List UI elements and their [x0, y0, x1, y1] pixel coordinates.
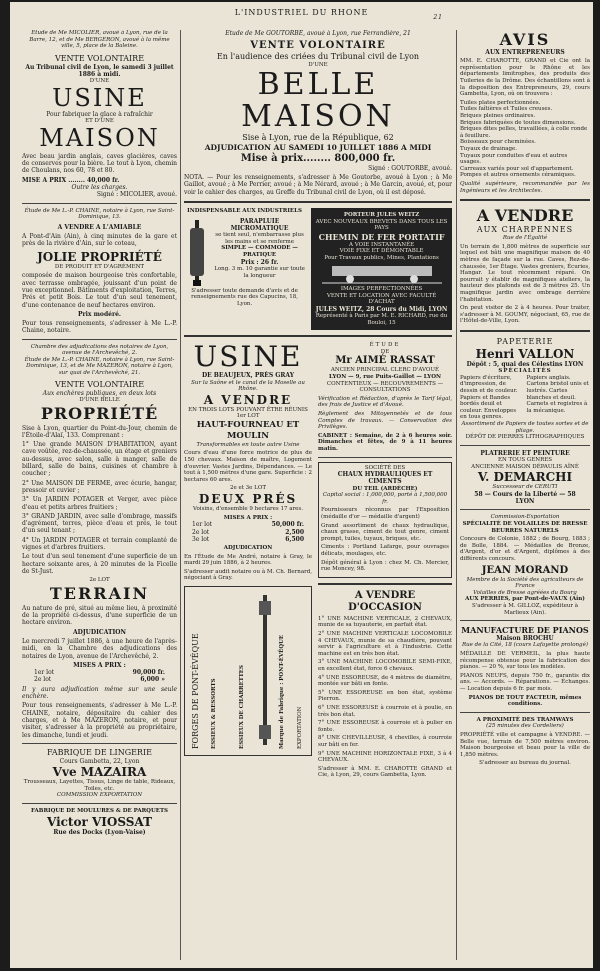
ad-text: Sise à Lyon, quartier du Point-du-Jour, chemin de l'Étoile-d'Alaï, 133. Comprenant : [22, 424, 177, 439]
list-item: 7° UNE ESSOREUSE à courroie et à pulier en fonte. [318, 720, 452, 733]
ad-heading: A PROXIMITÉ DES TRAMWAYS [476, 716, 574, 723]
list-item: 1° UNE MACHINE VERTICALE, 2 CHEVAUX, munie de sa tuyauterie, en parfait état. [318, 615, 452, 629]
ad-heading: VENTE VOLONTAIRE [54, 53, 145, 63]
lot-row [184, 521, 312, 528]
ad-pont-eveque [184, 586, 312, 756]
separator [460, 509, 590, 510]
column-rule [456, 30, 457, 960]
ad-big-title: JOLIE PROPRIÉTÉ [37, 249, 162, 264]
ad-connector: D'UNE [89, 78, 110, 85]
ad-demarchi [460, 450, 590, 506]
separator [184, 335, 452, 337]
ad-big-title: BELLE MAISON [241, 66, 395, 134]
ad-text: Cours d'eau d'une force motrice de plus de 150 chevaux. Maison de maître, Logement d'ouvrier. Vastes Jardins, Dépendances. — Le tout à 1,500 mètres d'une gare. Superficie : 2 hectares 60 ares. [184, 450, 312, 483]
ad-pianos [460, 625, 590, 708]
ad-text: Représenté à Paris par M. E. RICHARD, rue du Bouloi, 15 [315, 313, 448, 326]
separator [22, 339, 177, 340]
ad-tramways [460, 717, 590, 767]
ad-text: Transformables en toute autre Usine [196, 441, 300, 448]
ad-text: Le tout d'un seul tenement d'une superficie de un hectare soixante ares, à 20 minutes de la Ficelle de St-Just. [22, 553, 177, 575]
ad-text: IMAGES PERFECTIONNÉES [340, 285, 423, 292]
ad-heading: MISES A PRIX : [223, 514, 273, 521]
ad-heading: FABRIQUE DE MOULURES & DE PARQUETS [30, 807, 169, 814]
ad-address: Rue de la Cité, 18 (cours Lafayette prolongé) [462, 642, 588, 649]
ad-note: COMMISSION EXPORTATION [56, 792, 143, 799]
ad-address: Cours Gambetta, 22, Lyon [59, 757, 140, 765]
list-item: 9° UNE MACHINE HORIZONTALE FIXE, 3 à 4 CHEVAUX. [318, 750, 452, 764]
ad-subheading: AUX ENTREPRENEURS [485, 49, 565, 56]
ad-contact: S'adresser à MM. E. CHAROTTE GRAND et Cie, à Lyon, 29, cours Gambetta, Lyon. [318, 765, 452, 779]
list-item: 1° Une grande MAISON D'HABITATION, ayant cave voûtée, rez-de-chaussée, un étage et greniers au-dessus, avec salon, salle à manger, salle de billard, salle de bains, cuisines et chambre à coucher ; [22, 441, 177, 478]
ad-heading: MISES A PRIX : [73, 661, 126, 669]
notary-line: Étude de Me L.-P. CHAINE, notaire à Lyon, rue Saint-Dominique, 13, et de Me MAZERON, notaire à Lyon, sur quai de l'Archevêché, 21. [24, 356, 175, 377]
ad-address: 58 — Cours de la Liberté — 58 [474, 490, 576, 498]
list-item: Briques dites pelles, travaillées, à colle ronde à feuillure. [460, 126, 588, 139]
ad-contact: Pour tous renseignements, s'adresser à Me L.-P. CHAINE, notaire, dépositaire du cahier des charges, et à Me MAZERON, notaire, et pour visiter, s'adresser à la propriété au propriétaire, les dimanche, lundi et jeudi. [22, 702, 177, 739]
ad-text: MÉDAILLE DE VERMEIL, la plus haute récompense obtenue pour la fabrication des pianos. — 20 %, sur tous les modèles. [460, 651, 590, 671]
ad-big-title: Victor VIOSSAT [46, 814, 153, 829]
separator [22, 803, 177, 804]
ad-text: Sur la Saône et le canal de la Moselle au Rhône. [191, 379, 305, 393]
ad-usine-beaujeux [184, 342, 312, 582]
ad-papeterie [460, 337, 590, 441]
ad-text: Volailles de Bresse agréées du Bourg [473, 589, 577, 596]
ad-heading: A VENDRE A L'AMIABLE [57, 223, 142, 231]
ad-heading: PLATRERIE ET PEINTURE [480, 449, 570, 457]
list-item: 6° UNE ESSOREUSE à courroie et à poulie, en très bon état. [318, 704, 452, 718]
ad-note: Qualité supérieure, recommandée par les Ingénieurs et les Architectes. [460, 180, 590, 194]
ad-text: composée de maison bourgeoise très confortable, avec terrasse ombragée, jouissant d'un point de vue exceptionnel. Bâtiments d'exploitation, Terres, Prés et petit Bois. Le tout d'un seul tenement, d'une contenance de neuf hectares environ. [22, 272, 177, 309]
ad-heading: ADJUDICATION [72, 628, 127, 636]
ad-heading: A VENDRE D'OCCASION [348, 589, 422, 613]
list-item: Pompes et autres ornements céramiques. [460, 172, 576, 179]
ad-price: MISE A PRIX ........ 40,000 fr. [22, 176, 120, 184]
notary-line: Étude de Me MICOLIER, avoué à Lyon, rue de la Barre, 12, et de Me BERGERON, avoué à la même ville, 5, place de la Baleine. [29, 30, 170, 50]
lot-row [22, 669, 177, 676]
ad-subheading: BEURRES NATURELS [491, 527, 559, 534]
ad-connector: DE [380, 348, 390, 355]
ad-heading: MANUFACTURE DE PIANOS [461, 625, 589, 636]
separator [460, 445, 590, 446]
ad-text: Grand assortiment de chaux hydraulique, chaux grasse, ciment de tout genre, ciment prompt, tuiles, tuyaux, briques, etc. [321, 522, 449, 542]
list-item: 8° UNE CHEVILLEUSE, 4 chevilles, à courroie sur bâti en fer. [318, 735, 452, 748]
ad-big-title: Henri VALLON [475, 346, 575, 361]
ad-address: AUX PERRIES, par Pont-de-VAUX (Ain) [465, 596, 585, 603]
ad-moulures [22, 808, 177, 836]
ad-signature: Signé : MICOLIER, avoué. [96, 191, 177, 199]
lot-price: 6,000 » [140, 676, 165, 684]
column-left [22, 30, 177, 960]
ad-text: Ciments : Portland Lafarge, pour ouvrages délicats, moulages, etc. [321, 544, 449, 558]
ad-avis [460, 30, 590, 194]
ad-subheading: ANCIEN PRINCIPAL CLERC D'AVOUÉ [330, 367, 440, 374]
ad-subheading: DE BEAUJEUX, PRÈS GRAY [201, 372, 295, 380]
list-item: 2° Une MAISON DE FERME, avec écurie, hangar, pressoir et cuvier ; [22, 479, 177, 494]
ad-heading: ESSIEUX DE CHARRETTES [239, 665, 245, 750]
umbrella-icon [184, 218, 210, 288]
column-right [460, 30, 590, 960]
ad-subheading: En l'audience des criées du Tribunal civil de Lyon [216, 52, 420, 62]
column-middle [184, 30, 452, 960]
ad-body [184, 218, 305, 288]
ad-text: Successeur de CERUTI [492, 484, 558, 491]
lot-label: 2e LOT [89, 577, 110, 584]
ad-text: Un terrain de 1,800 mètres de superficie sur lequel est bâti une magnifique maison de 40 mètres de façade sur la rue. Caves, Rez-de-chaussée, 1er Étage. Vastes greniers, Écuries, Hangar. Le tout récemment réparé. On pourrait y établir de magnifiques ateliers, la hauteur des plafonds est de 3 mètres 25. Un magnifique jardin avec ombrage derrière l'habitation. [460, 243, 590, 303]
ad-contact: S'adresser audit notaire ou à M. Ch. Bernard, négociant à Gray. [184, 568, 312, 582]
page-header [10, 2, 593, 24]
ad-text: Vérification et Rédaction, d'après le Tarif légal, des frais de Justice et d'Avoué. [318, 395, 452, 409]
list-item: Carreaux variés pour sol d'appartement. [460, 165, 574, 172]
ad-connector: ET D'UNE [85, 118, 114, 125]
ad-signature: Signé : GOUTORBE, avoué. [368, 164, 452, 172]
list-item: Tuiles faîtières et Tuiles creuses. [460, 106, 553, 113]
ad-note: NOTA. — Pour les renseignements, s'adresser à Me Goutorbe, avoué à Lyon ; à Me Gaillot, avoué ; à Me Perrier, avoué ; à Me Nérard, avoué ; à Me Garcin, avoué, et, pour voir le cahier des charges, au Greffe du Tribunal civil de Lyon, où il est déposé. [184, 174, 452, 196]
ads-row [184, 342, 452, 781]
list-item: 2° UNE MACHINE VERTICALE LOCOMOBILE 4 CHEVAUX, munie de sa chaudière, pouvant servir à l'agriculture et à l'industrie. Cette machine est en très bon état. [318, 631, 452, 657]
ad-text: Trousseaux, Layettes, Tissus, Linge de table, Rideaux, Toiles, etc. [23, 779, 176, 792]
ad-connector: D'UNE BELLE [79, 396, 120, 403]
ad-address: LYON [515, 498, 535, 506]
separator [318, 583, 452, 585]
notary-line: Étude de Me GOUTORBE, avoué à Lyon, rue Ferrandière, 21 [225, 30, 411, 37]
separator [460, 330, 590, 332]
ad-chaux [318, 462, 452, 578]
ad-text: Avec beau jardin anglais, caves glacières, caves de conserves pour la bière. Le tout à Lyon, chemin de Choulans, nos 60, 78 et 80. [22, 152, 177, 175]
ad-text: Le mercredi 7 juillet 1886, à une heure de l'après-midi, en la Chambre des adjudications des notaires de Lyon, avenue de l'Archevêché, 2. [22, 637, 177, 660]
ad-note: PIANOS DE TOUT FACTEUR, mêmes conditions. [468, 694, 582, 708]
ad-text: VENTE ET LOCATION AVEC FACULTÉ D'ACHAT [326, 292, 437, 306]
list-item: Briques pleines ordinaires. [460, 113, 536, 120]
ad-text: Au nature de pré, situé au même lieu, à proximité de la propriété ci-dessus, d'une superficie de un hectare environ. [22, 604, 177, 627]
ad-big-title: A VENDRE [476, 206, 574, 226]
list-item: 3° Un JARDIN POTAGER et Verger, avec pièce d'eau et petits arbres fruitiers ; [22, 496, 177, 511]
ad-text: Concours de Colonie, 1882 ; de Bourg, 1883 ; de Bolle, 1884. — Médailles de Bronze, d'Argent, d'or et d'Argent, diplômes à des différents concours. [460, 536, 590, 562]
lot-row [184, 536, 312, 543]
ad-text: Papiers anglais. Cartons bristol unis et lustrés. Cartes blanches et deuil. Carnets et registres à la mécanique. [526, 374, 589, 414]
ad-lingerie [22, 748, 177, 799]
column-rule [180, 30, 181, 960]
ads-row [184, 208, 452, 330]
ad-heading: FABRIQUE DE LINGERIE [47, 747, 152, 757]
ad-heading: ESSIEUX & RESSORTS [211, 678, 217, 750]
ad-subheading: Au Tribunal civil de Lyon, le samedi 3 juillet 1886 à midi. [25, 63, 174, 79]
ad-subheading: SPÉCIALITÉS [498, 368, 552, 375]
separator [22, 743, 177, 744]
list-item: 5° UNE ESSOREUSE en bon état, système Pierron. [318, 689, 452, 703]
lot-row [22, 676, 177, 683]
lot-label: 2e et 3e LOT [229, 485, 267, 492]
ad-text: SIMPLE — COMMODE — PRATIQUE [221, 245, 298, 259]
lot-price: 6,500 [285, 535, 304, 543]
ad-belle-maison [184, 30, 452, 196]
ad-heading: A VENDRE [203, 392, 293, 407]
notary-line: Chambre des adjudications des notaires de Lyon, avenue de l'Archevêché, 2. [30, 343, 169, 357]
ad-address: Rue de l'Égalité [502, 235, 548, 242]
ad-big-title: CHEMIN DE FER PORTATIF [318, 231, 445, 242]
ad-occasion [318, 590, 452, 779]
ad-big-title: CHAUX HYDRAULIQUES ET CIMENTS [337, 471, 433, 486]
ad-price: Prix modéré. [77, 310, 122, 318]
ad-address: S'adresser toute demande d'avis et de renseignements rue des Capucins, 18, Lyon. [191, 287, 299, 307]
ad-text: Voisins, d'ensemble 9 hectares 17 ares. [193, 506, 303, 513]
ad-subheading: Aux enchères publiques, en deux lots [42, 389, 157, 397]
ad-big-title: AVIS [499, 30, 551, 49]
ad-big-title: Maison BROCHU [496, 635, 554, 643]
ad-address: Sise à Lyon, rue de la République, 62 [242, 132, 394, 142]
ad-address: DU TEIL (ARDÈCHE) [352, 485, 418, 492]
lot-price: 50,000 fr. [271, 521, 304, 529]
list-item: 3° GRAND JARDIN, avec salle d'ombrage, massifs d'agrément, terres, pièce d'eau et prés, le tout d'un seul tenant ; [22, 512, 177, 535]
ad-subheading: EN TOUS GENRES [497, 457, 553, 464]
ad-contact: On peut visiter de 2 à 4 heures. Pour traiter, s'adresser à M. GOUMY, négociant, 65, rue de l'Hôtel-de-Ville, Lyon. [460, 305, 590, 325]
ad-text: Règlement des Mitoyennetés et de tous Comptes de travaux. — Conservation des Privilèges. [318, 410, 452, 431]
ad-note: Outre les charges. [71, 184, 128, 192]
newspaper-page [10, 2, 593, 968]
ad-jolie-propriete [22, 208, 177, 335]
list-item: Briques fabriquées de toutes dimensions. [460, 119, 576, 126]
list-item: Tuyaux pour conduites d'eau et autres usages. [460, 152, 568, 166]
ad-text: EN TROIS LOTS POUVANT ÊTRE RÉUNIS [188, 406, 308, 413]
ad-text: Membre de la Société des agriculteurs de France [466, 576, 584, 590]
separator [460, 712, 590, 713]
ad-big-title: FORGES DE PONT-ÉVÊQUE [191, 633, 200, 750]
list-item: 4° UNE ESSOREUSE, de 4 mètres de diamètre, montée sur bâti en fonte. [318, 674, 452, 688]
ad-heading: VENTE VOLONTAIRE [54, 379, 145, 389]
ad-contact: S'adresser à M. GILLOZ, expéditeur à Marlieux (Ain). [471, 602, 579, 616]
ad-text: PIANOS NEUFS, depuis 750 fr., garantis dix ans. — Accords. — Réparations. — Échanges. — Location depuis 6 fr. par mois. [460, 672, 590, 692]
lot-name: 1er lot [34, 669, 55, 677]
ad-heading: SPÉCIALITÉ DE VOLAILLES DE BRESSE [462, 520, 588, 527]
list-item: 3° UNE MACHINE LOCOMOBILE SEMI-FIXE, en excellent état, force 6 chevaux. [318, 659, 452, 672]
axle-icon [255, 595, 275, 745]
ad-big-title: JEAN MORAND [481, 564, 569, 576]
ad-text: Pour Travaux publics, Mines, Plantations [324, 255, 439, 262]
ad-big-title: PARAPLUIE MICROMATIQUE [230, 217, 289, 232]
lot-name: 1er lot [192, 521, 213, 529]
separator [460, 620, 590, 621]
ad-charpennes [460, 206, 590, 325]
ad-usine-maison [22, 30, 177, 199]
lot-price: 2,500 [285, 528, 304, 536]
ad-big-title: Vve MAZAIRA [52, 765, 147, 780]
ad-subheading: AUX CHARPENNES [476, 225, 574, 235]
ad-heading: HAUT-FOURNEAU ET MOULIN [196, 419, 300, 441]
ad-heading: ADJUDICATION [223, 545, 273, 552]
ad-text: A VOIE INSTANTANÉE [349, 241, 415, 248]
page-number: 21 [433, 14, 443, 21]
ad-volailles [460, 514, 590, 616]
ad-text: ANCIENNE MAISON DÉPAULIS AÎNÉ [471, 463, 579, 470]
ad-note: DÉPÔT DE PIERRES LITHOGRAPHIQUES [465, 434, 585, 441]
lot-label: 1er LOT [236, 413, 260, 420]
newspaper-title: L'INDUSTRIEL DU RHONE [234, 8, 369, 17]
notary-line: Étude de Me L.-P. CHAINE, notaire à Lyon, rue Saint-Dominique, 13. [24, 207, 175, 221]
ad-big-title: MAISON [39, 123, 160, 152]
ad-text: A Pont-d'Ain (Ain), à cinq minutes de la gare et près de la rivière d'Ain, sur le coteau, [22, 233, 177, 248]
ad-text: PROPRIÉTÉ ville et campagne à VENDRE. — Belle vue, terrain de 7,500 mètres environ. Maison bourgeoise et beau pour la ville de 1,850 mètres. [460, 731, 590, 758]
lot-name: 3e lot [192, 535, 210, 543]
ad-contact: Pour tous renseignements, s'adresser à Me L.-P. Chaine, notaire. [22, 320, 177, 335]
ad-text: En l'Étude de Me André, notaire à Gray, le mardi 29 juin 1886, à 2 heures. [184, 553, 312, 567]
separator [460, 199, 590, 201]
lot-name: 2e lot [34, 676, 52, 684]
ad-right-stack [318, 342, 452, 781]
lot-row [184, 529, 312, 536]
ad-big-title: DEUX PRÉS [198, 492, 298, 507]
lot-price: 90,000 fr. [132, 669, 165, 677]
ad-trademark: Marque de Fabrique : PONT-ÉVÊQUE [279, 634, 285, 750]
ad-address: Dépôt : 5, quai des Célestins LYON [466, 360, 584, 368]
ad-date: ADJUDICATION AU SAMEDI 10 JUILLET 1886 A MIDI [204, 142, 432, 152]
ad-heading: PORTEUR JULES WEITZ [343, 212, 420, 219]
ad-address: Rue des Docks (Lyon-Vaise) [53, 828, 146, 836]
ad-big-title: V. DEMARCHI [477, 470, 573, 485]
ad-address: JULES WEITZ, 28 Cours du Midi, LYON [315, 305, 448, 313]
ad-contact: S'adresser au bureau du journal. [479, 760, 571, 767]
ad-big-title: USINE [193, 340, 303, 374]
list-item: Tuiles plates perfectionnées. [460, 99, 541, 106]
separator [184, 201, 452, 203]
ad-price: Mise à prix........ 800,000 fr. [240, 152, 396, 164]
ad-subheading: (25 minutes des Cordeliers) [486, 723, 564, 730]
ad-big-title: PROPRIÉTÉ [40, 403, 159, 423]
ad-label: SOCIÉTÉ DES [364, 464, 406, 471]
ad-heading: PAPETERIE [496, 336, 554, 346]
ad-text: se tient seul, n'embarrasse plus les mains et se renferme [215, 232, 304, 245]
ad-text: Capital social : 1,000,000, porté à 1,500,000 fr. [322, 492, 448, 505]
ad-text: Fournisseurs réconnus par l'Exposition (médaille d'or — médaille d'argent) [321, 507, 449, 521]
ad-text: Long. 3 m. 10 garantie sur toute la longueur [214, 265, 305, 279]
ad-price: Prix : 26 fr. [240, 258, 279, 266]
ad-heading: VENTE VOLONTAIRE [250, 40, 386, 52]
ad-big-title: Mr AIMÉ RASSAT [335, 355, 435, 367]
ad-big-title: USINE [52, 83, 147, 112]
ad-chemin-de-fer [311, 208, 452, 330]
ad-text: Papiers d'écriture, d'impression, de dessin et de couleur. Papiers et Bandes bordés deuil et couleur. Enveloppes en tous genres. [460, 374, 518, 421]
railway-cart-icon [322, 262, 442, 284]
ad-text: Dépôt général à Lyon : chez M. Ch. Mercier, rue Moncey, 98. [321, 559, 449, 573]
ad-address: LYON — 9, rue Puits-Gaillot — LYON [328, 373, 442, 380]
ad-body [460, 375, 590, 421]
ad-rassat [318, 342, 452, 452]
ad-heading: INDISPENSABLE AUX INDUSTRIELS [187, 208, 302, 215]
ad-label: Commission-Exportation [490, 514, 560, 521]
ad-parapluie [184, 208, 305, 330]
ad-text: AVEC NOUVEAUX BREVETS DANS TOUS LES PAYS [315, 218, 448, 232]
ad-left-stack [184, 342, 312, 781]
ad-note: EXPORTATION [297, 706, 303, 750]
separator [22, 203, 177, 204]
lot-name: 2e lot [192, 528, 210, 536]
list-item: Boisseaux pour cheminées. [460, 139, 536, 146]
ad-big-title: TERRAIN [49, 583, 150, 603]
ad-note: Il y aura adjudication même sur une seule enchère. [22, 685, 177, 701]
ad-propriete-terrain [22, 344, 177, 739]
ad-label: ÉTUDE [369, 342, 401, 349]
ad-text: MM. E. CHAROTTE, GRAND et Cie ont la représentation pour le Rhône et les départements limitrophes, des produits des Tuileries de la Drôme. Des échantillons sont à la disposition des Entrepreneurs, 29, cours Gambetta, Lyon, où on trouvera : [460, 58, 590, 98]
list-item: 4° Un JARDIN POTAGER et terrain complanté de vignes et d'arbres fruitiers. [22, 536, 177, 551]
separator [318, 457, 452, 458]
ad-hours: CABINET : Semaine, de 2 à 6 heures soir. Dimanches et fêtes, de 9 à 11 heures matin. [318, 432, 452, 452]
ad-connector: D'UNE [308, 62, 328, 69]
ad-text: VOIE FIXE ET DÉMONTABLE [339, 248, 424, 255]
ad-note: Assortiment de Papiers de toutes sortes et de pliage. [461, 420, 589, 434]
ad-subheading: DE PRODUIT ET D'AGRÉMENT [54, 263, 145, 270]
ad-description: Pour fabriquer la glace à rafraîchir [46, 110, 153, 118]
list-item: Tuyaux de drainage. [460, 146, 518, 153]
ad-text: CONTENTIEUX — RECOUVREMENTS — CONSULTATIONS [326, 380, 444, 394]
